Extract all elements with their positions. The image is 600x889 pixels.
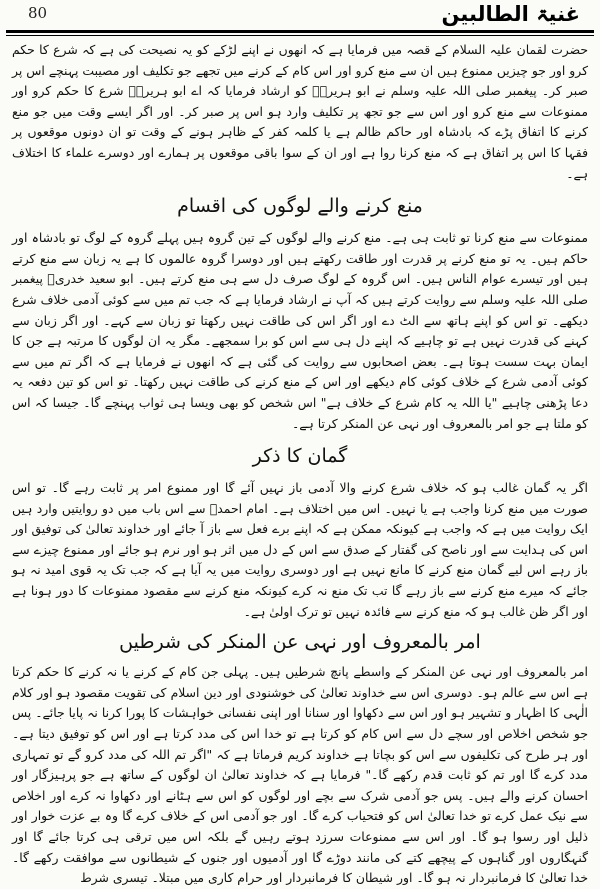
page-header (6, 2, 594, 32)
page-number: 80 (28, 4, 48, 22)
paragraph-types-of-forbidders: ممنوعات سے منع کرنا تو ثابت ہی ہے۔ منع کرنے والے لوگوں کے تین گروہ ہیں پہلے گروہ کے لوگ تو بادشاہ اور حاکم ہیں۔ یہ تو منع کرنے پر قدرت اور طاقت رکھتے ہیں اور دوسرا گروہ عالموں کا ہے یہ زبان سے منع کرتے ہیں اور تیسرے عوام الناس ہیں۔ اس گروہ کے لوگ صرف دل سے ہی منع کرتے ہیں۔ ابو سعید خدریؓ پیغمبر صلی اللہ علیہ وسلم سے روایت کرتے ہیں کہ آپ نے ارشاد فرمایا ہے کہ جب تم میں سے کوئی آدمی خلاف شرع دیکھے۔ تو اس کو اپنے ہاتھ سے الٹ دے اور اگر اس کی طاقت نہیں رکھتا تو زبان سے کہے۔ اور اگر زبان سے کہنے کی قدرت نہیں ہے تو چاہیے کہ اپنے دل ہی سے اس کو برا سمجھے۔ مگر یہ ان لوگوں کا مرتبہ ہے جن کا ایمان بہت سست ہوتا ہے۔ بعض اصحابوں سے روایت کی گئی ہے کہ انھوں نے فرمایا ہے کہ اگر تم میں سے کوئی آدمی شرع کے خلاف کوئی کام دیکھے اور اس کے منع کرنے کی طاقت نہیں رکھتا۔ تو اس کو تین دفعہ یہ دعا پڑھنی چاہیے "یا اللہ یہ کام شرع کے خلاف ہے" اس شخص کو بھی ویسا ہی ثواب پہنچے گا۔ جیسا کہ اس کو ملتا ہے جو امر بالمعروف اور نہی عن المنکر کرتا ہے۔ (12, 230, 588, 431)
section-heading-types-of-forbidders: منع کرنے والے لوگوں کی اقسام (177, 195, 423, 218)
section-heading-presumption: گمان کا ذکر (252, 445, 348, 468)
paragraph-intro: حضرت لقمان علیہ السلام کے قصہ میں فرمایا ہے کہ انھوں نے اپنے لڑکے کو یہ نصیحت کی ہے کہ شرع کا حکم کرو اور جو چیزیں ممنوع ہیں ان سے منع کرو اور اس کام کے کرنے میں تجھے جو تکلیف اور مصیبت پہنچے اس پر صبر کر۔ پیغمبر صلی اللہ علیہ وسلم نے ابو ہریرہؓ کو ارشاد فرمایا کہ اے ابو ہریرہؓ شرع کا حکم کرو اور ممنوعات سے منع کرو اور اس سے جو تجھ پر تکلیف وارد ہو اس پر صبر کر۔ اور اگر ایسے وقت میں جو منع کرنے کا اتفاق پڑے کہ بادشاہ اور حاکم ظالم ہے یا کلمہ کفر کے ظاہر ہونے کے وقت تو ان دونوں موقعوں پر فقہا کا اس پر اتفاق ہے کہ منع کرنا روا ہے اور ان کے سوا باقی موقعوں پر ہمارے اور دوسرے علماء کا اختلاف ہے۔ (12, 42, 588, 181)
header-rule (6, 30, 594, 33)
running-title: غنیۃ الطالبین (441, 2, 580, 26)
header-rule-thin (6, 35, 594, 36)
paragraph-conditions: امر بالمعروف اور نہی عن المنکر کے واسطے پانچ شرطیں ہیں۔ پہلی جن کام کے کرنے یا نہ کرنے کا حکم کرتا ہے اس سے عالم ہو۔ دوسری اس سے خداوند تعالیٰ کی خوشنودی اور دین اسلام کی تقویت مقصود ہو اور کلام الٰہی کا اظہار و تشہیر ہو اور اس سے دکھاوا اور سنانا اور اپنی نفسانی خواہشات کا پورا کرنا نہ پایا جائے۔ پس جو شخص اخلاص اور سچے دل سے اس کام کو کرتا ہے تو خدا اس کی مدد کرتا ہے اور اس کو توفیق دیتا ہے۔ اور ہر طرح کی تکلیفوں سے اس کو بچاتا ہے خداوند کریم فرماتا ہے کہ "اگر تم اللہ کی مدد کرو گے تو تمہاری مدد کرے گا اور تم کو ثابت قدم رکھے گا۔" فرمایا ہے کہ خداوند تعالیٰ ان لوگوں کے ساتھ ہے جو پرہیزگار اور احسان کرنے والے ہیں۔ پس جو آدمی شرک سے بچے اور لوگوں کو اس سے ہٹانے اور دکھاوا نہ کرے اور اخلاص سے نیک عمل کرے تو خدا تعالیٰ اس کو فتحیاب کرے گا۔ اور جو آدمی اس کے خلاف کرے گا وہ بے عزت خوار اور ذلیل اور رسوا ہو گا۔ اور اس سے ممنوعات سرزد ہوتے رہیں گے بلکہ اس میں ترقی ہی کرتا جائے گا اور گنہگاروں اور گناہوں کے پیچھے کتے کی مانند دوڑے گا اور آدمیوں اور جنوں کے شیطانوں سے موافقت رکھے گا۔ خدا تعالیٰ کا فرمانبردار نہ ہو گا۔ اور شیطان کا فرمانبردار اور حرام کاری میں مبتلا۔ تیسری شرط (12, 664, 588, 886)
paragraph-presumption: اگر یہ گمان غالب ہو کہ خلاف شرع کرنے والا آدمی باز نہیں آئے گا اور ممنوع امر پر ثابت رہے گا۔ تو اس صورت میں منع کرنا واجب ہے یا نہیں۔ اس میں اختلاف ہے۔ امام احمدؒ سے اس باب میں دو روایتیں وارد ہیں ایک روایت میں ہے کہ واجب ہے کیونکہ ممکن ہے کہ اپنے برے فعل سے باز آ جائے اور خداوند تعالیٰ کی توفیق اور اس کی ہدایت سے اور ناصح کی گفتار کے صدق سے اس کے دل میں اثر ہو اور نرم ہو جائے اور ممنوع چیزے سے باز رہے اس لیے گمان منع کرنے کا مانع نہیں ہے اور دوسری روایت میں یہ آیا ہے کہ جب تک یہ قوی امید نہ ہو جائے کہ میرے منع کرنے سے باز رہے گا تب تک منع نہ کرے کیونکہ منع کرنے سے مقصود ممنوعات کا دور ہونا ہے اور اگر ظن غالب ہو کہ منع کرنے سے فائدہ نہیں تو ترک اولیٰ ہے۔ (12, 480, 588, 619)
section-heading-conditions: امر بالمعروف اور نہی عن المنکر کی شرطیں (119, 631, 481, 654)
page-body (12, 40, 588, 889)
